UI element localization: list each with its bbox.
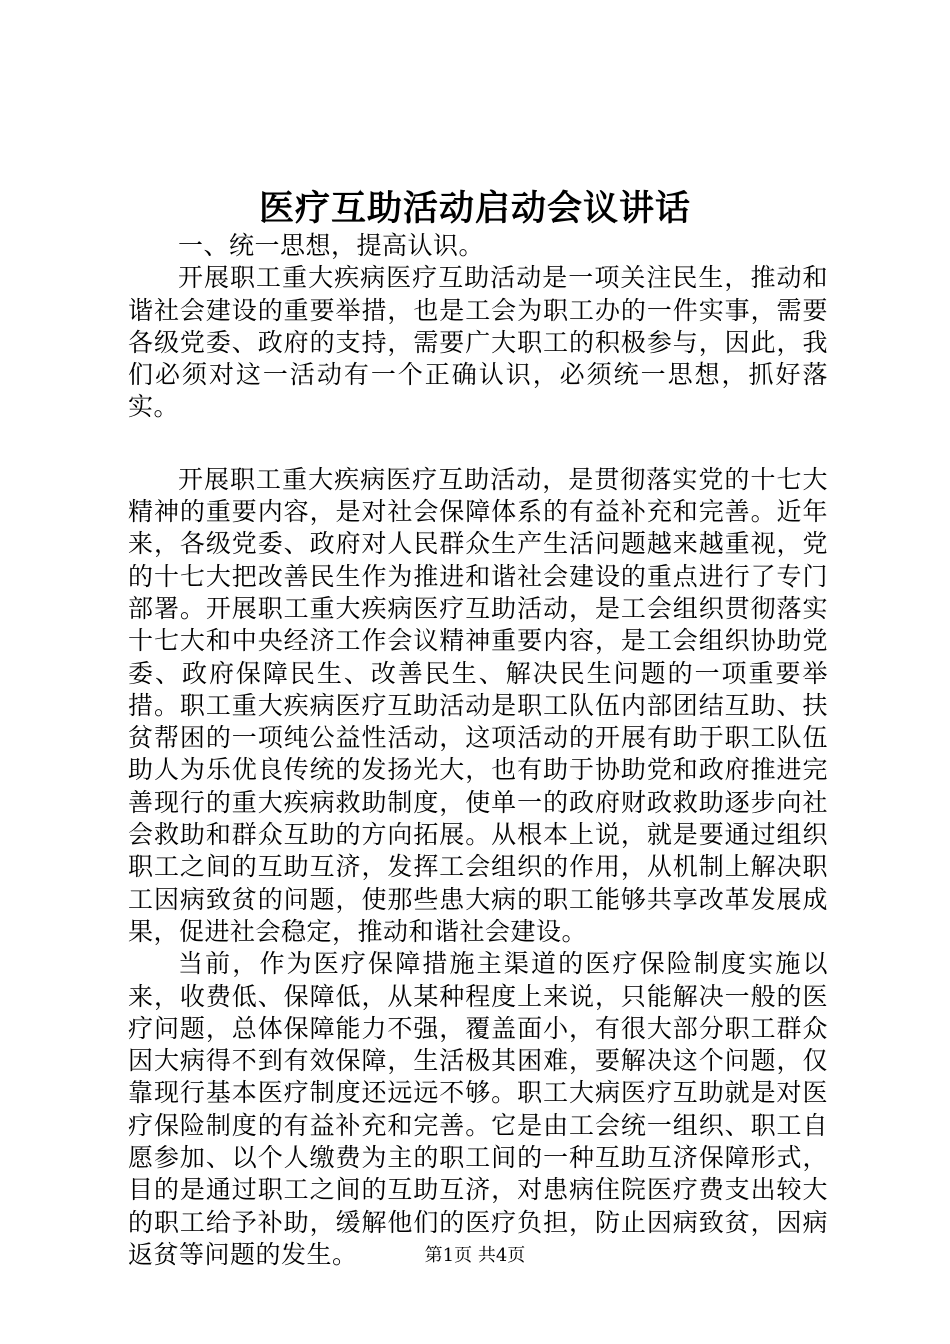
- paragraph-1: 开展职工重大疾病医疗互助活动是一项关注民生，推动和谐社会建设的重要举措，也是工会为职工办的一件实事，需要各级党委、政府的支持，需要广大职工的积极参与，因此，我们必须对这一活动有一个正确认识，必须统一思想，抓好落实。: [128, 263, 828, 422]
- section-heading: 一、统一思想，提高认识。: [178, 231, 485, 260]
- document-body: [128, 230, 828, 1271]
- paragraph-gap: [128, 424, 828, 464]
- page-footer: 第1页 共4页: [424, 1245, 526, 1266]
- document-title: 医疗互助活动启动会议讲话: [258, 188, 691, 229]
- paragraph-3: 当前，作为医疗保障措施主渠道的医疗保险制度实施以来，收费低、保障低，从某种程度上来说，只能解决一般的医疗问题，总体保障能力不强，覆盖面小，有很大部分职工群众因大病得不到有效保障，生活极其困难，要解决这个问题，仅靠现行基本医疗制度还远远不够。职工大病医疗互助就是对医疗保险制度的有益补充和完善。它是由工会统一组织、职工自愿参加、以个人缴费为主的职工间的一种互助互济保障形式，目的是通过职工之间的互助互济，对患病住院医疗费支出较大的职工给予补助，缓解他们的医疗负担，防止因病致贫，因病返贫等问题的发生。: [128, 949, 828, 1269]
- paragraph-2: 开展职工重大疾病医疗互助活动，是贯彻落实党的十七大精神的重要内容，是对社会保障体系的有益补充和完善。近年来，各级党委、政府对人民群众生产生活问题越来越重视，党的十七大把改善民生作为推进和谐社会建设的重点进行了专门部署。开展职工重大疾病医疗互助活动，是工会组织贯彻落实十七大和中央经济工作会议精神重要内容，是工会组织协助党委、政府保障民生、改善民生、解决民生问题的一项重要举措。职工重大疾病医疗互助活动是职工队伍内部团结互助、扶贫帮困的一项纯公益性活动，这项活动的开展有助于职工队伍助人为乐优良传统的发扬光大，也有助于协助党和政府推进完善现行的重大疾病救助制度，使单一的政府财政救助逐步向社会救助和群众互助的方向拓展。从根本上说，就是要通过组织职工之间的互助互济，发挥工会组织的作用，从机制上解决职工因病致贫的问题，使那些患大病的职工能够共享改革发展成果，促进社会稳定，推动和谐社会建设。: [128, 464, 828, 946]
